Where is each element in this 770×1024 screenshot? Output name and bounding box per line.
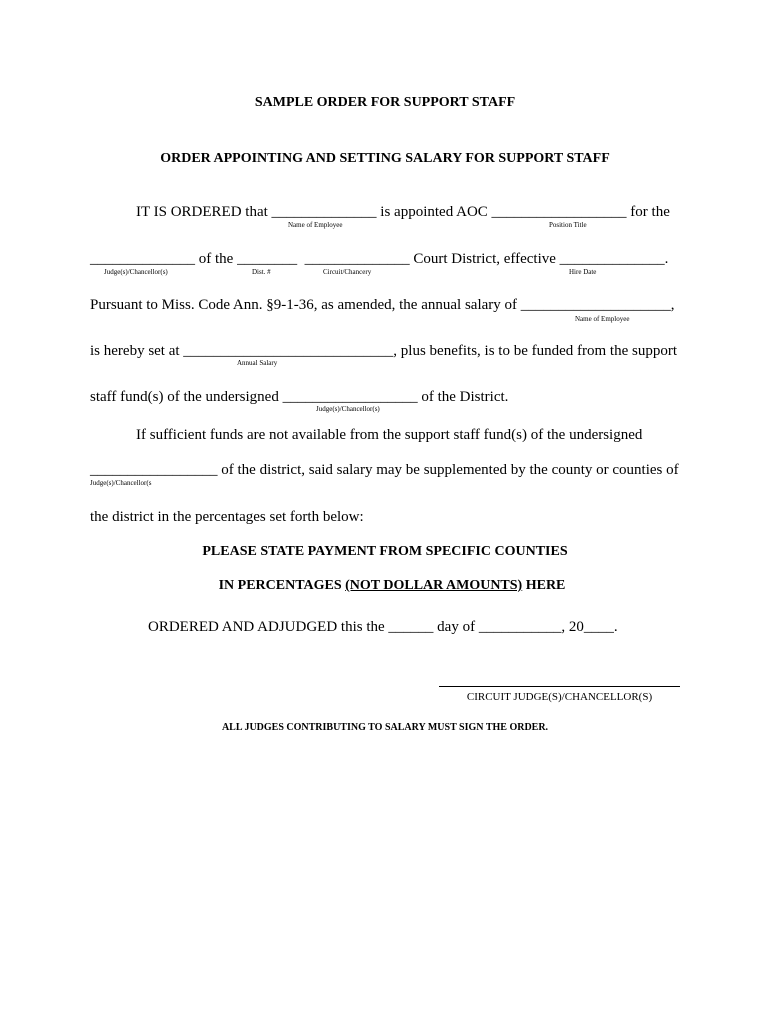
- signature-label: CIRCUIT JUDGE(S)/CHANCELLOR(S): [466, 691, 653, 703]
- instruction-line-2-pre: IN PERCENTAGES: [218, 578, 346, 593]
- caption-district-number: Dist. #: [252, 268, 271, 276]
- judges-sign-note: ALL JUDGES CONTRIBUTING TO SALARY MUST SIGN THE ORDER.: [221, 722, 549, 733]
- caption-judges-chancellors-3: Judge(s)/Chancellor(s: [90, 479, 152, 487]
- insufficient-funds-line: If sufficient funds are not available from the support staff fund(s) of the undersigned: [136, 427, 643, 443]
- percentages-line: the district in the percentages set forth below:: [90, 509, 364, 525]
- county-supplement-line: _________________ of the district, said salary may be supplemented by the county or counties of: [90, 462, 679, 478]
- salary-statute-line: Pursuant to Miss. Code Ann. §9-1-36, as amended, the annual salary of ____________________,: [90, 297, 675, 313]
- ordered-appointment-line: IT IS ORDERED that ______________ is appointed AOC __________________ for the: [136, 204, 670, 220]
- signature-line: [439, 686, 680, 687]
- caption-hire-date: Hire Date: [569, 268, 597, 276]
- caption-judges-chancellors-2: Judge(s)/Chancellor(s): [316, 405, 380, 413]
- caption-circuit-chancery: Circuit/Chancery: [323, 268, 372, 276]
- caption-position-title: Position Title: [549, 221, 587, 229]
- not-dollar-amounts: (NOT DOLLAR AMOUNTS): [345, 578, 523, 593]
- instruction-line-2-post: HERE: [522, 578, 566, 593]
- caption-name-of-employee: Name of Employee: [288, 221, 343, 229]
- court-district-line: ______________ of the ________ ______________ Court District, effective ______________.: [90, 251, 669, 267]
- caption-name-of-employee-2: Name of Employee: [575, 315, 630, 323]
- caption-judges-chancellors: Judge(s)/Chancellor(s): [104, 268, 168, 276]
- annual-salary-line: is hereby set at ____________________________, plus benefits, is to be funded from the support: [90, 343, 678, 359]
- instruction-line-1: PLEASE STATE PAYMENT FROM SPECIFIC COUNTIES: [202, 544, 568, 559]
- sample-order-title: SAMPLE ORDER FOR SUPPORT STAFF: [254, 95, 516, 110]
- order-title: ORDER APPOINTING AND SETTING SALARY FOR SUPPORT STAFF: [160, 151, 610, 166]
- ordered-adjudged-line: ORDERED AND ADJUDGED this the ______ day of ___________, 20____.: [148, 619, 618, 635]
- caption-annual-salary: Annual Salary: [237, 359, 278, 367]
- staff-fund-line: staff fund(s) of the undersigned __________________ of the District.: [90, 389, 509, 405]
- instruction-line-2: [0, 565, 770, 607]
